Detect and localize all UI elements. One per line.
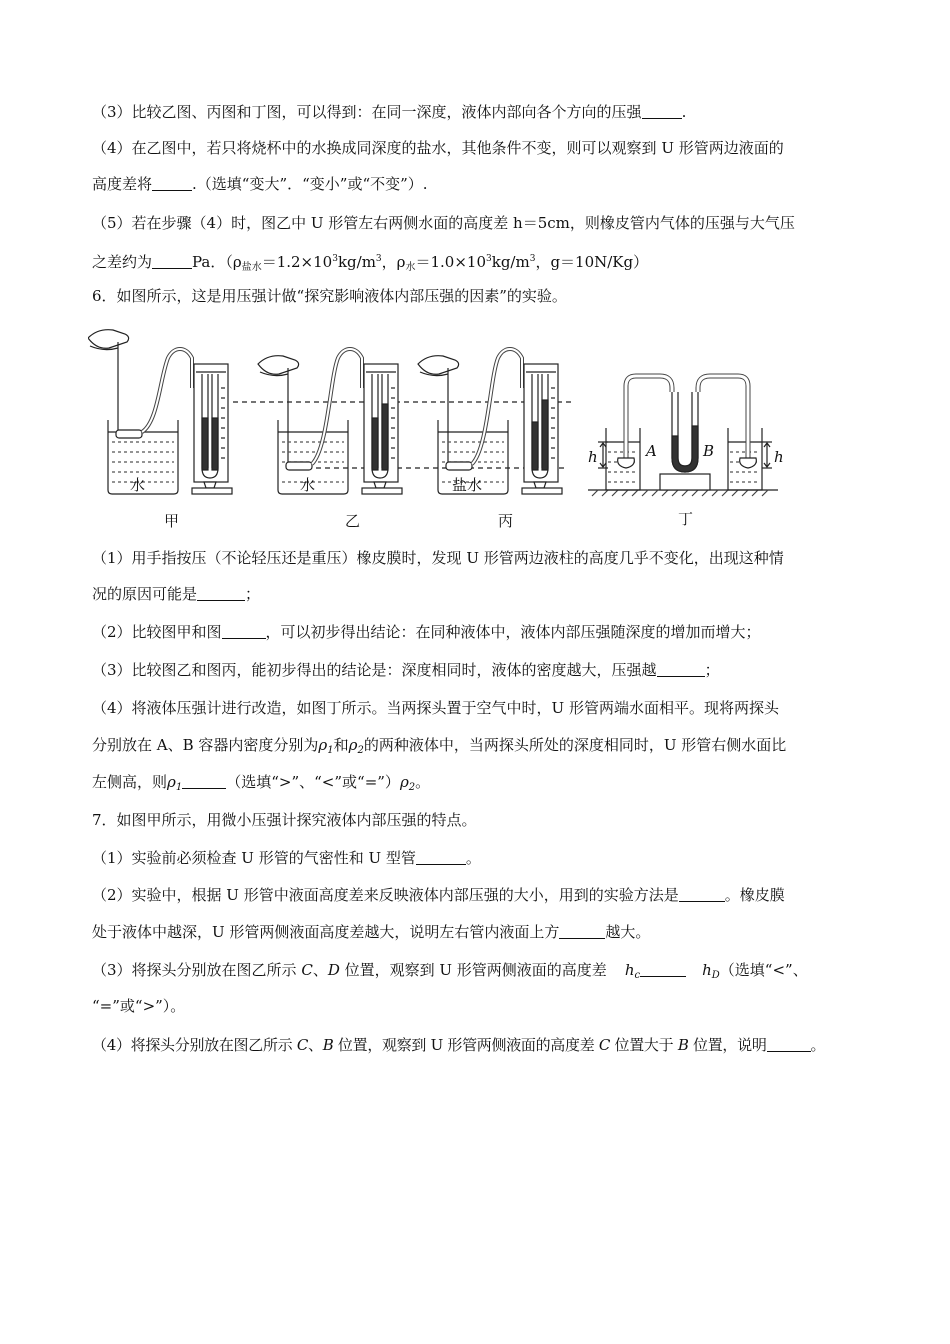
answer-blank[interactable] [152,176,192,191]
q7-part2-line1: （2）实验中，根据 U 形管中液面高度差来反映液体内部压强的大小，用到的实验方法是 。橡皮膜 [92,886,785,904]
q6-part1-line1: （1）用手指按压（不论轻压还是重压）橡皮膜时，发现 U 形管两边液柱的高度几乎不变化，出现这种情 [92,549,784,567]
q6-part1-line2: 况的原因可能是 ； [92,585,261,603]
q5-part4-line1: （4）在乙图中，若只将烧杯中的水换成同深度的盐水，其他条件不变，则可以观察到 U 形管两边液面的 [92,139,784,157]
q5-part3: （3）比较乙图、丙图和丁图，可以得到：在同一深度，液体内部向各个方向的压强 . [92,103,687,121]
answer-blank[interactable] [657,662,705,677]
fig-caption-bing: 丙 [498,512,514,530]
fig-caption-yi: 乙 [345,512,361,530]
q6-part2: （2）比较图甲和图 ，可以初步得出结论：在同种液体中，液体内部压强随深度的增加而增大； [92,623,761,641]
q6-part4-line1: （4）将液体压强计进行改造，如图丁所示。当两探头置于空气中时，U 形管两端水面相平。现将两探头 [92,699,779,717]
answer-blank[interactable] [197,586,245,601]
answer-blank[interactable] [767,1037,811,1052]
answer-blank[interactable] [559,924,605,939]
fig-label-water-2: 水 [300,476,316,494]
answer-blank[interactable] [679,887,725,902]
fig-caption-ding: 丁 [678,510,694,528]
q7-stem: 7．如图甲所示，用微小压强计探究液体内部压强的特点。 [92,811,477,829]
fig-label-saltwater: 盐水 [452,476,483,494]
answer-blank[interactable] [182,774,226,789]
pressure-gauge-figure [88,318,788,533]
q7-part3-line1: （3）将探头分别放在图乙所示 C、D 位置，观察到 U 形管两侧液面的高度差 $h_c$ $h_D$（选填“<”、 [92,961,808,981]
fig-label-B: B [703,442,715,460]
fig-label-h-right: h [774,448,784,466]
answer-blank[interactable] [416,850,466,865]
q5-part5-line1: （5）若在步骤（4）时，图乙中 U 形管左右两侧水面的高度差 h＝5cm，则橡皮管内气体的压强与大气压 [92,214,795,232]
fig-label-water-1: 水 [130,476,146,494]
fig-caption-jia: 甲 [164,512,180,530]
q6-stem: 6．如图所示，这是用压强计做“探究影响液体内部压强的因素”的实验。 [92,287,567,305]
answer-blank[interactable] [642,104,682,119]
answer-blank[interactable] [222,624,266,639]
setup-jia [88,330,232,494]
q6-part3: （3）比较图乙和图丙，能初步得出的结论是：深度相同时，液体的密度越大，压强越 ； [92,661,720,679]
q6-part4-line2: 分别放在 A、B 容器内密度分别为$\rho_1$和$\rho_2$的两种液体中，当两探头所处的深度相同时，U 形管右侧水面比 [92,736,787,756]
answer-blank[interactable] [640,962,686,977]
fig-label-h-left: h [588,448,598,466]
q7-part2-line2: 处于液体中越深，U 形管两侧液面高度差越大，说明左右管内液面上方 越大。 [92,923,651,941]
q5-part4-line2: 高度差将 .（选填“变大”．“变小”或“不变”）. [92,175,428,193]
q7-part4: （4）将探头分别放在图乙所示 C、B 位置，观察到 U 形管两侧液面的高度差 C 位置大于 B 位置，说明 。 [92,1036,826,1054]
q5-part5-line2: 之差约为 Pa．（$\rho_{盐水}=1.2\times 10^3kg/m^3$，$\rho_水=1.0\times 10^3kg/m^3$，g＝10N/Kg） [92,253,649,273]
answer-blank[interactable] [152,254,192,269]
fig-label-A: A [646,442,657,460]
setup-ding [588,376,778,496]
q6-part4-line3: 左侧高，则$\rho_1$ （选填“>”、“<”或“$=”)\rho_2$。 [92,773,431,793]
q7-part1: （1）实验前必须检查 U 形管的气密性和 U 型管 。 [92,849,481,867]
q7-part3-line2: “=”或“>”）。 [92,997,186,1015]
